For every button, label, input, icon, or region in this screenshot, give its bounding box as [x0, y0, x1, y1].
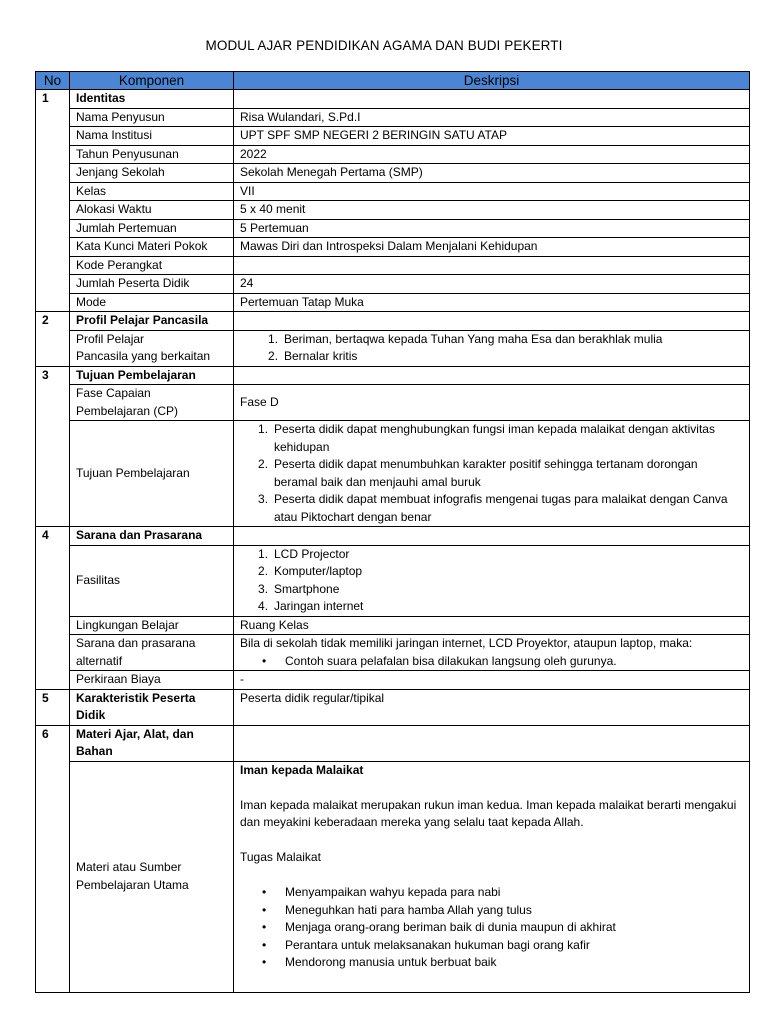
table-row: Jumlah Peserta Didik 24 — [36, 275, 750, 294]
table-header-row — [36, 72, 750, 90]
tugas-heading: Tugas Malaikat — [240, 850, 321, 864]
list-item: Peserta didik dapat menghubungkan fungsi iman kepada malaikat dengan aktivitas kehidupan — [274, 422, 715, 454]
list-item: • Meneguhkan hati para hamba Allah yang tulus — [240, 902, 743, 920]
section-number: 5 — [36, 689, 70, 725]
section-row — [36, 366, 750, 385]
section-row — [36, 527, 750, 546]
modul-table — [35, 71, 750, 993]
table-row: Lingkungan Belajar Ruang Kelas — [36, 616, 750, 635]
table-row: Materi atau Sumber Pembelajaran Utama Iman kepada Malaikat Iman kepada malaikat merupakan rukun iman kedua. Iman kepada malaikat berarti mengakui dan meyakini keberadaan mereka yang selalu taat kepada Allah. Tugas Malaikat • Menyampaikan wahyu kepada para nabi • Meneguhkan hati para hamba Allah yang tulus • Menjaga orang-orang beriman baik di dunia maupun di akhirat • Perantara untuk melaksanakan hukuman bagi orang kafir • Mendorong manusia untuk berbuat baik — [36, 761, 750, 992]
section-row — [36, 725, 750, 761]
list-item: • Menjaga orang-orang beriman baik di dunia maupun di akhirat — [240, 919, 743, 937]
list-item: Beriman, bertaqwa kepada Tuhan Yang maha Esa dan berakhlak mulia — [284, 331, 663, 346]
list-item: Komputer/laptop — [274, 564, 363, 578]
section-title: Sarana dan Prasarana — [70, 527, 234, 546]
list-item: • Contoh suara pelafalan bisa dilakukan langsung oleh gurunya. — [240, 653, 743, 671]
materi-paragraph: Iman kepada malaikat merupakan rukun iman kedua. Iman kepada malaikat berarti mengakui dan meyakini keberadaan mereka yang selalu taat kepada Allah. — [240, 797, 737, 829]
table-row: Fasilitas LCD Projector Komputer/laptop Smartphone Jaringan internet — [36, 545, 750, 616]
table-row: Fase Capaian Pembelajaran (CP) Fase D — [36, 385, 750, 421]
header-no: No — [36, 72, 70, 90]
table-row: Alokasi Waktu 5 x 40 menit — [36, 201, 750, 220]
document-title: MODUL AJAR PENDIDIKAN AGAMA DAN BUDI PEKERTI — [205, 38, 563, 53]
list-item: Bernalar kritis — [284, 349, 358, 363]
alternatif-list — [240, 653, 743, 671]
section-row — [36, 312, 750, 331]
section-title: Profil Pelajar Pancasila — [70, 312, 234, 331]
tugas-list — [240, 884, 743, 972]
section-row — [36, 90, 750, 109]
list-item: • Perantara untuk melaksanakan hukuman bagi orang kafir — [240, 937, 743, 955]
table-row: Profil Pelajar Pancasila yang berkaitan Beriman, bertaqwa kepada Tuhan Yang maha Esa dan berakhlak mulia Bernalar kritis — [36, 330, 750, 366]
table-row: Kode Perangkat — [36, 256, 750, 275]
table-row: Nama Penyusun Risa Wulandari, S.Pd.I — [36, 108, 750, 127]
materi-heading: Iman kepada Malaikat — [240, 762, 364, 777]
section-number: 1 — [36, 90, 70, 312]
section-number: 4 — [36, 527, 70, 690]
section-title: Tujuan Pembelajaran — [70, 366, 234, 385]
list-item: • Menyampaikan wahyu kepada para nabi — [240, 884, 743, 902]
list-item: Peserta didik dapat menumbuhkan karakter positif sehingga tertanam dorongan beramal baik dan menjauhi amal buruk — [274, 457, 698, 489]
list-item: Smartphone — [274, 581, 340, 596]
section-number: 3 — [36, 366, 70, 527]
section-row: 5 Karakteristik Peserta Didik Peserta didik regular/tipikal — [36, 689, 750, 725]
header-deskripsi: Deskripsi — [234, 72, 750, 90]
list-item: LCD Projector — [274, 546, 350, 561]
table-row: Jenjang Sekolah Sekolah Menegah Pertama (SMP) — [36, 164, 750, 183]
table-row: Tahun Penyusunan 2022 — [36, 145, 750, 164]
section-title: Materi Ajar, Alat, dan Bahan — [70, 725, 234, 761]
table-row: Nama Institusi UPT SPF SMP NEGERI 2 BERINGIN SATU ATAP — [36, 127, 750, 146]
table-row: Jumlah Pertemuan 5 Pertemuan — [36, 219, 750, 238]
list-item: • Mendorong manusia untuk berbuat baik — [240, 954, 743, 972]
header-komponen: Komponen — [70, 72, 234, 90]
section-title: Identitas — [70, 90, 234, 109]
list-item: Jaringan internet — [274, 599, 364, 613]
list-item: Peserta didik dapat membuat infografis mengenai tugas para malaikat dengan Canva atau Piktochart dengan benar — [274, 492, 728, 524]
table-row: Kelas VII — [36, 182, 750, 201]
section-number: 2 — [36, 312, 70, 367]
tujuan-list — [240, 421, 743, 526]
table-row: Perkiraan Biaya - — [36, 671, 750, 690]
fasilitas-list — [240, 546, 743, 616]
section-title: Karakteristik Peserta Didik — [70, 689, 234, 725]
section-number: 6 — [36, 725, 70, 992]
table-row: Mode Pertemuan Tatap Muka — [36, 293, 750, 312]
table-row: Kata Kunci Materi Pokok Mawas Diri dan Introspeksi Dalam Menjalani Kehidupan — [36, 238, 750, 257]
table-row: Tujuan Pembelajaran Peserta didik dapat menghubungkan fungsi iman kepada malaikat dengan aktivitas kehidupan Peserta didik dapat menumbuhkan karakter positif sehingga tertanam dorongan beramal baik dan menjauhi amal buruk Peserta didik dapat membuat infografis mengenai tugas para malaikat dengan Canva atau Piktochart dengan benar — [36, 421, 750, 527]
table-row: Sarana dan prasarana alternatif Bila di sekolah tidak memiliki jaringan internet, LCD Proyektor, ataupun laptop, maka: • Contoh suara pelafalan bisa dilakukan langsung oleh gurunya. — [36, 635, 750, 671]
profil-list — [240, 331, 743, 366]
